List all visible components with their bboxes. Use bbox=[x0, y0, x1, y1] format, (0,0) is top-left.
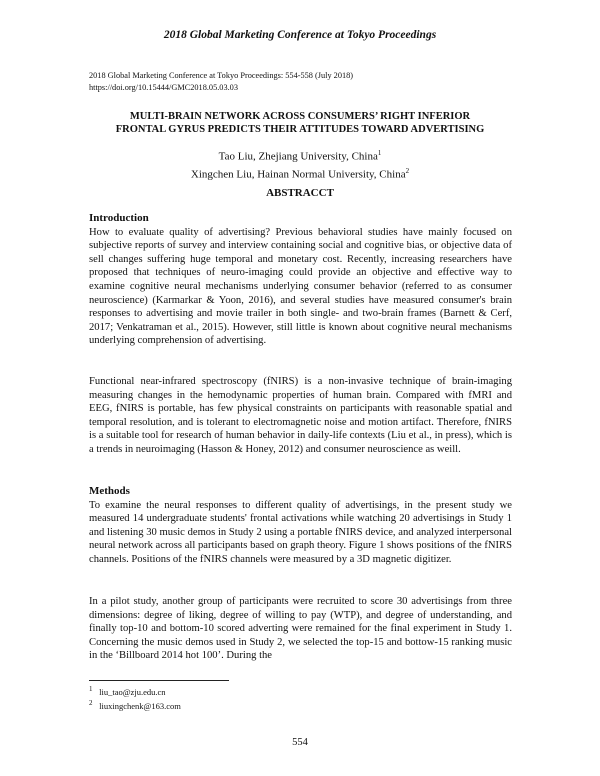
title-line: FRONTAL GYRUS PREDICTS THEIR ATTITUDES TOWARD ADVERTISING bbox=[115, 124, 485, 135]
pilot-paragraph-block bbox=[89, 595, 512, 663]
running-header: 2018 Global Marketing Conference at Tokyo Proceedings bbox=[163, 29, 437, 41]
citation-block bbox=[89, 70, 519, 94]
footnote-email[interactable]: liu_tao@zju.edu.cn bbox=[99, 686, 166, 697]
footnote bbox=[89, 684, 389, 698]
footnote-divider bbox=[89, 680, 229, 681]
citation-line: 2018 Global Marketing Conference at Tokyo Proceedings: 554-558 (July 2018) bbox=[89, 71, 354, 80]
paragraph: Functional near-infrared spectroscopy (fNIRS) is a non-invasive technique of brain-imaging measuring changes in the hemodynamic properties of human brain. Compared with fMRI and EEG, fNIRS is portable, has few physical constraints on participants with reasonable spatial and temporal resolution, and is tolerant to electromagnetic noise and motion artifact. Therefore, fNIRS is a suitable tool for research of human behavior in daily-life contexts (Liu et al., in press), which is a trends in neuroimaging (Hasson & Honey, 2012) and consumer neuroscience as weill. bbox=[89, 376, 512, 455]
author-line bbox=[0, 146, 600, 164]
title-line: MULTI-BRAIN NETWORK ACROSS CONSUMERS’ RIGHT INFERIOR bbox=[129, 111, 471, 122]
footnotes bbox=[89, 684, 389, 712]
footnote-marker: 1 bbox=[89, 685, 93, 693]
author-affiliation: Tao Liu, Zhejiang University, China bbox=[218, 150, 378, 163]
author-list bbox=[0, 146, 600, 181]
doi-link[interactable]: https://doi.org/10.15444/GMC2018.05.03.03 bbox=[89, 83, 238, 92]
section-heading: Methods bbox=[89, 485, 130, 497]
footnote bbox=[89, 698, 389, 712]
abstract-heading: ABSTRACCT bbox=[266, 187, 334, 199]
footnote-marker: 1 bbox=[377, 149, 382, 157]
footnote-marker: 2 bbox=[405, 166, 410, 175]
paragraph: To examine the neural responses to different quality of advertisings, in the present study we measured 14 undergraduate students' frontal activations while watching 20 advertisings in Study 1 and listening 30 music demos in Study 2 using a portable fNIRS device, and analyzed interpersonal neural network across all participants based on graph theory. Figure 1 shows positions of the fNIRS channels. Positions of the fNIRS channels were measured by a 3D magnetic digitizer. bbox=[89, 499, 512, 565]
paragraph: In a pilot study, another group of participants were recruited to score 30 advertisings from three dimensions: degree of liking, degree of willing to pay (WTP), and degree of understanding, and finally top-10 and bottom-10 scored adverting were remained for the final experiment in Study 1. Concerning the music demos used in Study 2, we selected the top-15 and bottow-15 ranking music in the ‘Billboard 2014 hot 100’. During the bbox=[89, 596, 512, 662]
paragraph: How to evaluate quality of advertising? Previous behavioral studies have mainly focused on subjective reports of survey and interview containing social and cognitive bias, or objective data of sell changes suffering huge temporal and monetary cost. Recently, increasing researchers have proposed that techniques of neuro-imaging could provide an objective and effective way to examine cognitive neural mechanisms underlying consumer behavior (referred to as consumer neuroscience) (Karmarkar & Yoon, 2016), and several studies have measured consumer's brain responses to advertising and movie trailer in both single- and two-brain frames (Barnett & Cerf, 2017; Venkatraman et al., 2015). However, still little is known about cognitive neural mechanisms underlying comprehension of advertising. bbox=[89, 226, 512, 347]
footnote-email[interactable]: liuxingchenk@163.com bbox=[99, 700, 181, 711]
fnirs-paragraph-block bbox=[89, 375, 512, 457]
paper-title bbox=[60, 110, 540, 136]
introduction-section bbox=[89, 212, 512, 348]
author-line bbox=[0, 164, 600, 182]
footnote-marker: 2 bbox=[89, 698, 93, 707]
author-affiliation: Xingchen Liu, Hainan Normal University, China bbox=[190, 168, 406, 181]
section-heading: Introduction bbox=[89, 212, 149, 224]
page-number: 554 bbox=[292, 737, 308, 748]
methods-section bbox=[89, 485, 512, 567]
